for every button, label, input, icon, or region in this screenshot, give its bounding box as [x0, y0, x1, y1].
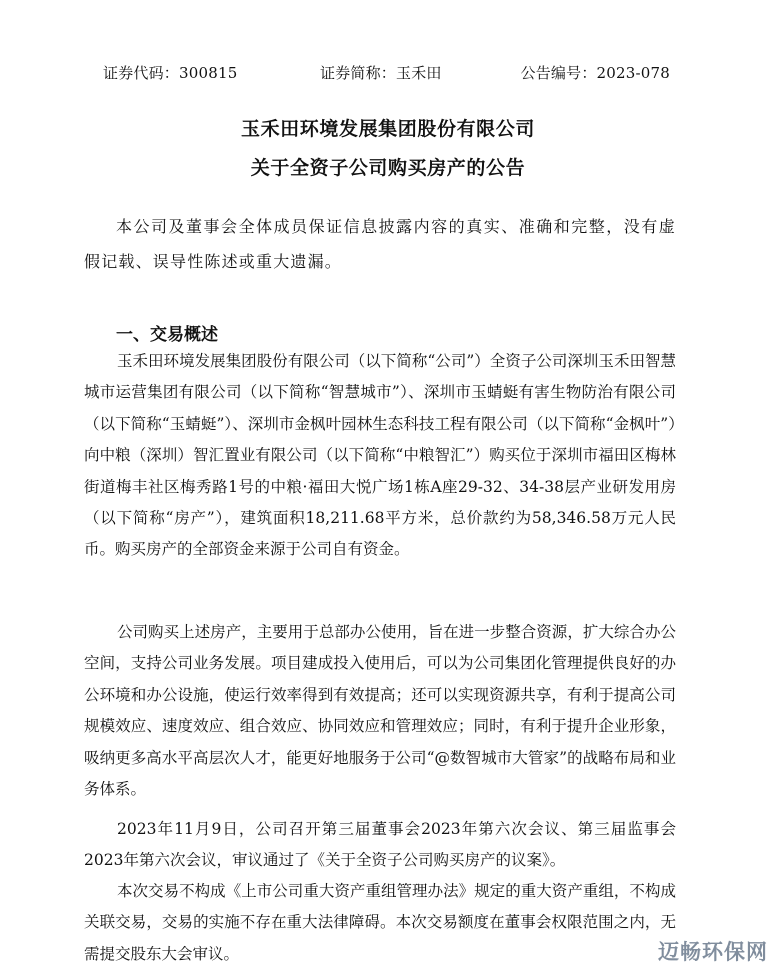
paragraph: 公司购买上述房产，主要用于总部办公使用，旨在进一步整合资源，扩大综合办公空间，支持公司业务发展。项目建成投入使用后，可以为公司集团化管理提供良好的办公环境和办公设施，使运行效率得到有效提高；还可以实现资源共享，有利于提高公司规模效应、速度效应、组合效应、协同效应和管理效应；同时，有利于提升企业形象，吸纳更多高水平高层次人才，能更好地服务于公司“@数智城市大管家”的战略布局和业务体系。	[84, 623, 676, 799]
announcement-title: 关于全资子公司购买房产的公告	[250, 157, 526, 179]
announcement-number: 公告编号：2023-078	[520, 64, 670, 82]
paragraph: 玉禾田环境发展集团股份有限公司（以下简称“公司”）全资子公司深圳玉禾田智慧城市运营集团有限公司（以下简称“智慧城市”）、深圳市玉蜻蜓有害生物防治有限公司（以下简称“玉蜻蜓”）、深圳市金枫叶园林生态科技工程有限公司（以下简称“金枫叶”）向中粮（深圳）智汇置业有限公司（以下简称“中粮智汇”）购买位于深圳市福田区梅林街道梅丰社区梅秀路1号的中粮·福田大悦广场1栋A座29-32、34-38层产业研发用房（以下简称“房产”），建筑面积18,211.68平方米，总价款约为58,346.58万元人民币。购买房产的全部资金来源于公司自有资金。	[84, 352, 676, 559]
company-title: 玉禾田环境发展集团股份有限公司	[240, 118, 535, 140]
paragraph: 2023年11月9日，公司召开第三届董事会2023年第六次会议、第三届监事会2023年第六次会议，审议通过了《关于全资子公司购买房产的议案》。	[84, 820, 676, 870]
section-heading: 一、交易概述	[116, 325, 218, 345]
board-statement: 本公司及董事会全体成员保证信息披露内容的真实、准确和完整，没有虚假记载、误导性陈述或重大遗漏。	[84, 217, 676, 271]
stock-code: 证券代码：300815	[103, 64, 238, 82]
stock-abbreviation: 证券简称：玉禾田	[320, 64, 442, 82]
paragraph: 本次交易不构成《上市公司重大资产重组管理办法》规定的重大资产重组，不构成关联交易，交易的实施不存在重大法律障碍。本次交易额度在董事会权限范围之内，无需提交股东大会审议。	[84, 882, 676, 963]
watermark-logo: 迈畅环保网	[658, 940, 768, 964]
document-header	[103, 62, 670, 86]
